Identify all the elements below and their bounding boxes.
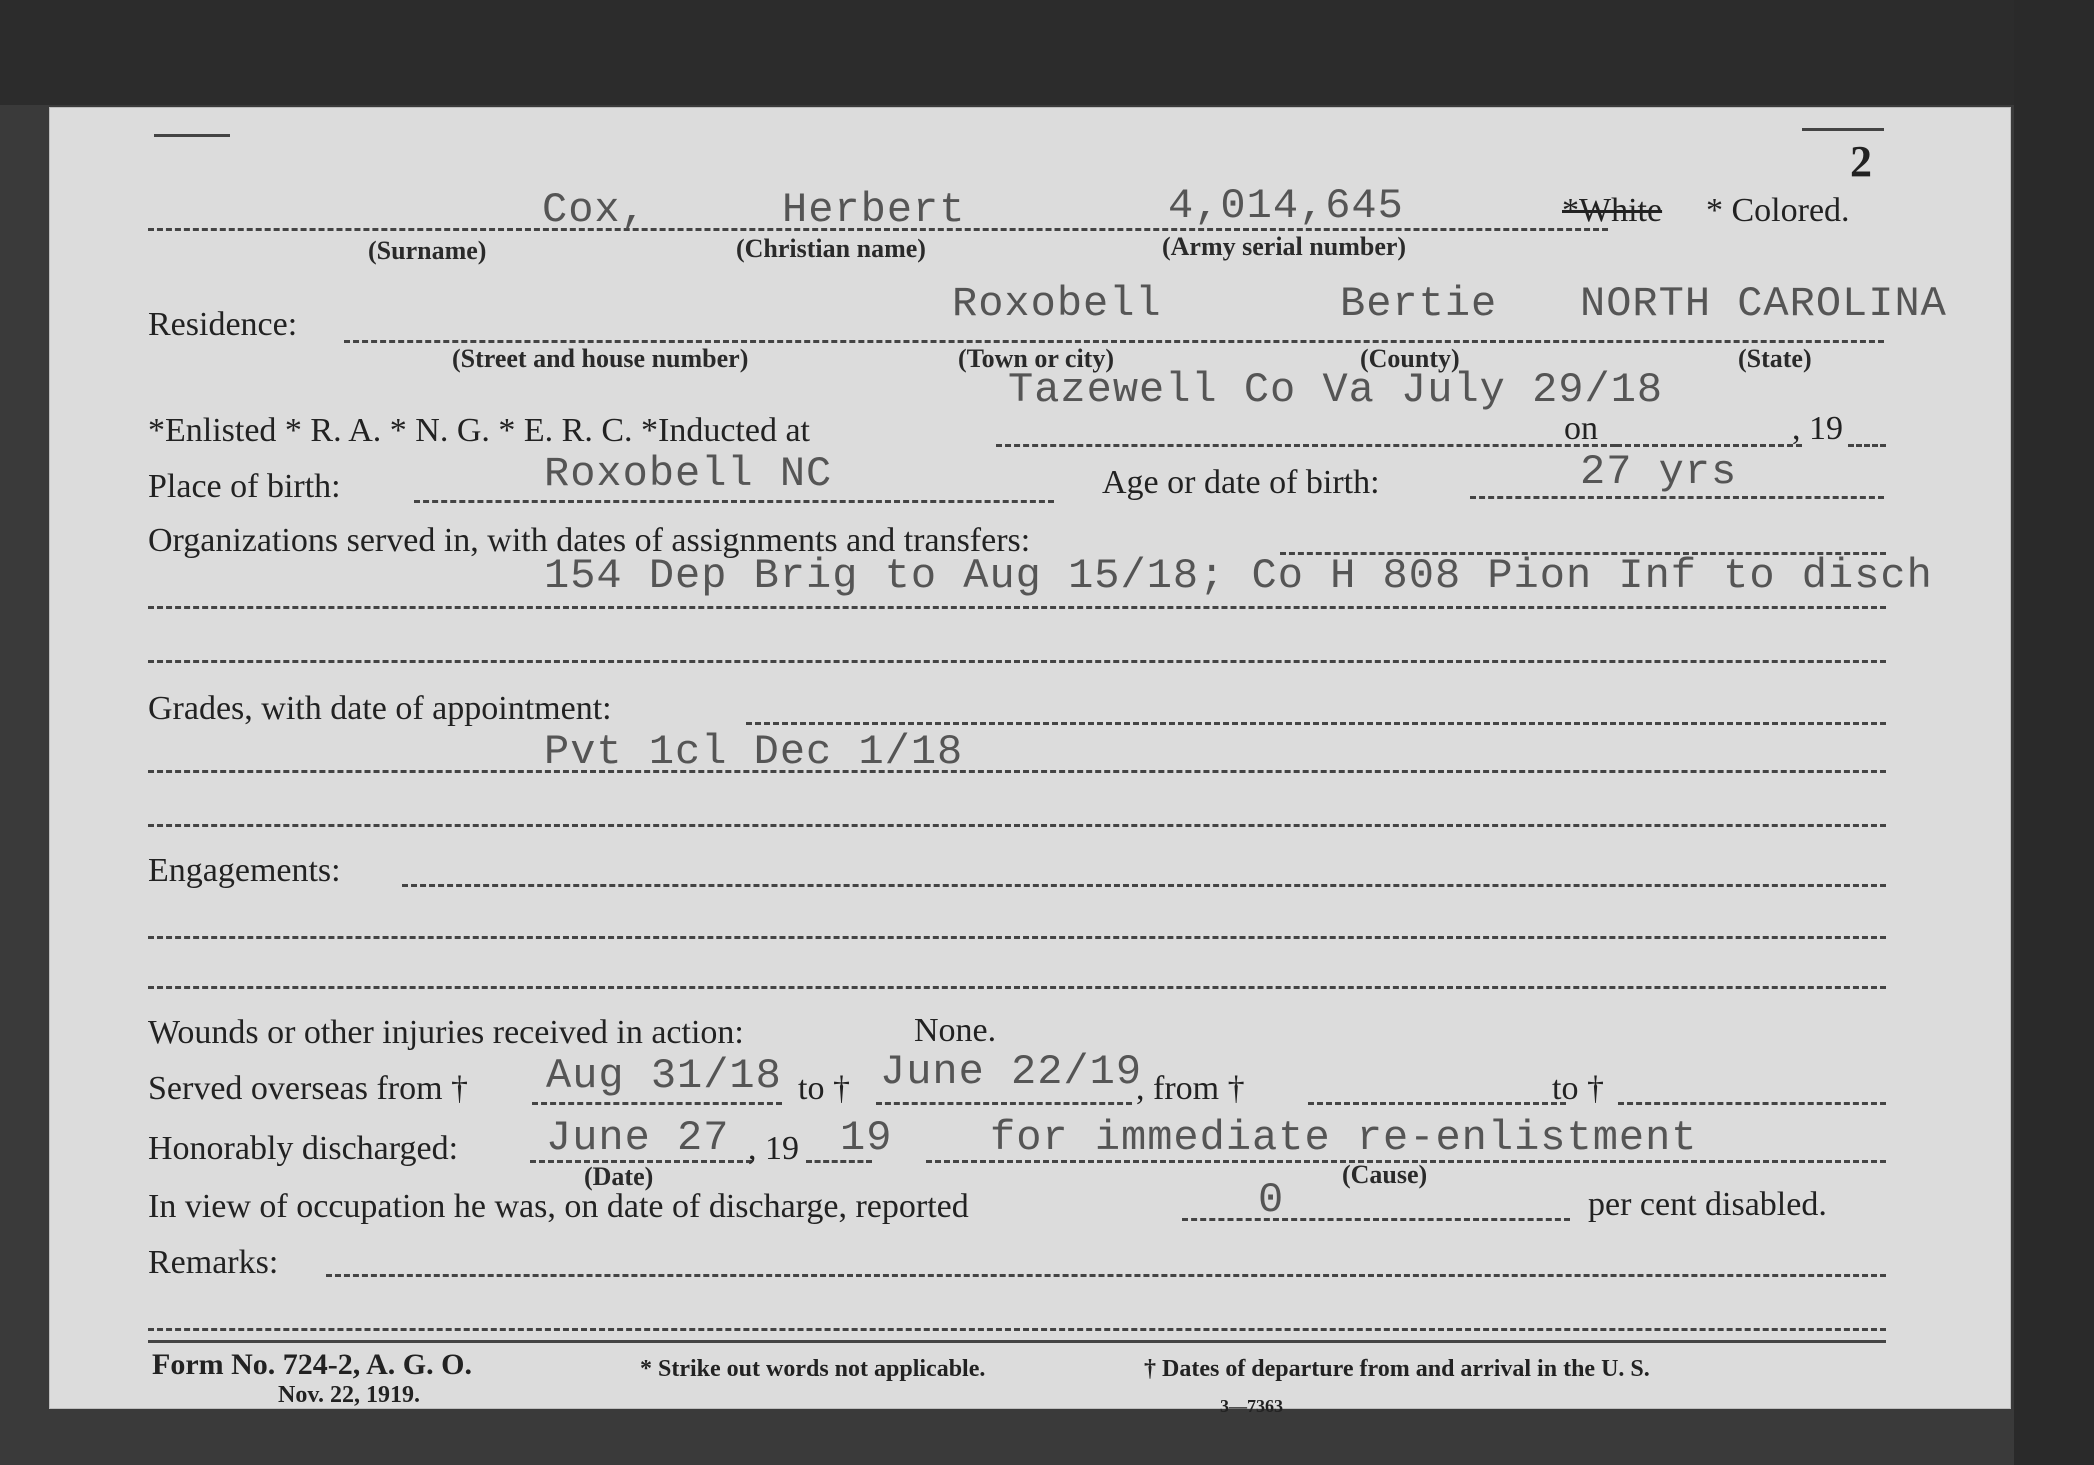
bottom-rule [148, 1340, 1886, 1343]
age-label: Age or date of birth: [1102, 464, 1380, 501]
town-caption: (Town or city) [958, 344, 1114, 373]
age-line [1470, 496, 1884, 499]
strike-note: * Strike out words not applicable. [640, 1356, 986, 1382]
remarks-line-1 [326, 1274, 1886, 1277]
engagements-line-3 [148, 986, 1886, 989]
enlistment-label: *Enlisted * R. A. * N. G. * E. R. C. *Inducted at [148, 412, 811, 449]
induction-place-value: Tazewell Co Va July 29/18 [1008, 366, 1664, 414]
year-line [1848, 444, 1886, 447]
on-label: on [1564, 410, 1598, 447]
race-white: *White [1562, 192, 1663, 229]
residence-label: Residence: [148, 306, 298, 343]
service-record-card [50, 108, 2010, 1416]
form-date: Nov. 22, 1919. [278, 1382, 421, 1408]
print-code: 3—7363 [1220, 1396, 1283, 1416]
wounds-label: Wounds or other injuries received in action: [148, 1014, 744, 1051]
on-line [1616, 444, 1802, 447]
overseas-to-line [876, 1102, 1132, 1105]
county-caption: (County) [1360, 344, 1460, 373]
grades-line-3 [148, 824, 1886, 827]
top-left-rule [154, 134, 230, 137]
grades-label: Grades, with date of appointment: [148, 690, 612, 727]
residence-line [344, 340, 1884, 343]
form-number: Form No. 724-2, A. G. O. [152, 1348, 472, 1381]
organizations-line-2 [148, 606, 1886, 609]
serial-number-caption: (Army serial number) [1162, 232, 1407, 261]
age-value: 27 yrs [1580, 448, 1738, 496]
organizations-label: Organizations served in, with dates of assignments and transfers: [148, 522, 1031, 559]
discharge-cause-value: for immediate re-enlistment [990, 1114, 1698, 1162]
engagements-line-2 [148, 936, 1886, 939]
discharge-year-prefix: , 19 [748, 1130, 799, 1167]
discharge-date-caption: (Date) [584, 1162, 654, 1191]
wounds-value: None. [914, 1012, 997, 1049]
top-right-rule [1802, 128, 1884, 131]
overseas-label: Served overseas from † [148, 1070, 469, 1107]
race-colored: * Colored. [1706, 192, 1850, 229]
place-of-birth-line [414, 500, 1054, 503]
engagements-line-1 [402, 884, 1886, 887]
discharge-date-value: June 27 [546, 1114, 730, 1162]
overseas-to-label: to † [798, 1070, 850, 1107]
surname-caption: (Surname) [368, 236, 487, 265]
street-caption: (Street and house number) [452, 344, 749, 373]
grades-value: Pvt 1cl Dec 1/18 [544, 728, 964, 776]
disability-label: In view of occupation he was, on date of discharge, reported [148, 1188, 969, 1225]
induction-line [996, 444, 1616, 447]
disability-value: 0 [1258, 1176, 1285, 1224]
overseas-from-line-2 [1308, 1102, 1566, 1105]
overseas-from-line [532, 1102, 782, 1105]
page-number: 2 [1850, 137, 1872, 186]
grades-line-2 [148, 770, 1886, 773]
overseas-to-value: June 22/19 [880, 1048, 1143, 1096]
overseas-to-line-2 [1618, 1102, 1886, 1105]
remarks-line-2 [148, 1328, 1886, 1331]
serial-number-value: 4,014,645 [1168, 182, 1404, 230]
grades-line-1 [746, 722, 1886, 725]
place-of-birth-value: Roxobell NC [544, 450, 833, 498]
background-top [0, 0, 2094, 105]
overseas-to-label-2: to † [1552, 1070, 1604, 1107]
organizations-value: 154 Dep Brig to Aug 15/18; Co H 808 Pion Inf to disch [544, 552, 1933, 600]
christian-name-value: Herbert [782, 186, 966, 234]
state-caption: (State) [1738, 344, 1812, 373]
surname-value: Cox, [542, 186, 647, 234]
disability-suffix: per cent disabled. [1588, 1186, 1827, 1223]
discharge-label: Honorably discharged: [148, 1130, 459, 1167]
disability-line [1182, 1218, 1570, 1221]
organizations-line-3 [148, 660, 1886, 663]
christian-name-caption: (Christian name) [736, 234, 926, 263]
discharge-cause-caption: (Cause) [1342, 1160, 1428, 1189]
discharge-year-value: 19 [840, 1114, 893, 1162]
place-of-birth-label: Place of birth: [148, 468, 341, 505]
overseas-from-value: Aug 31/18 [546, 1052, 782, 1100]
residence-county-value: Bertie [1340, 280, 1498, 328]
engagements-label: Engagements: [148, 852, 341, 889]
residence-town-value: Roxobell [952, 280, 1162, 328]
overseas-from-label-2: , from † [1136, 1070, 1245, 1107]
residence-state-value: NORTH CAROLINA [1580, 280, 1947, 328]
remarks-label: Remarks: [148, 1244, 279, 1281]
background-right [2014, 0, 2094, 1465]
year-label: , 19 [1792, 410, 1843, 447]
dates-note: † Dates of departure from and arrival in the U. S. [1144, 1356, 1650, 1382]
